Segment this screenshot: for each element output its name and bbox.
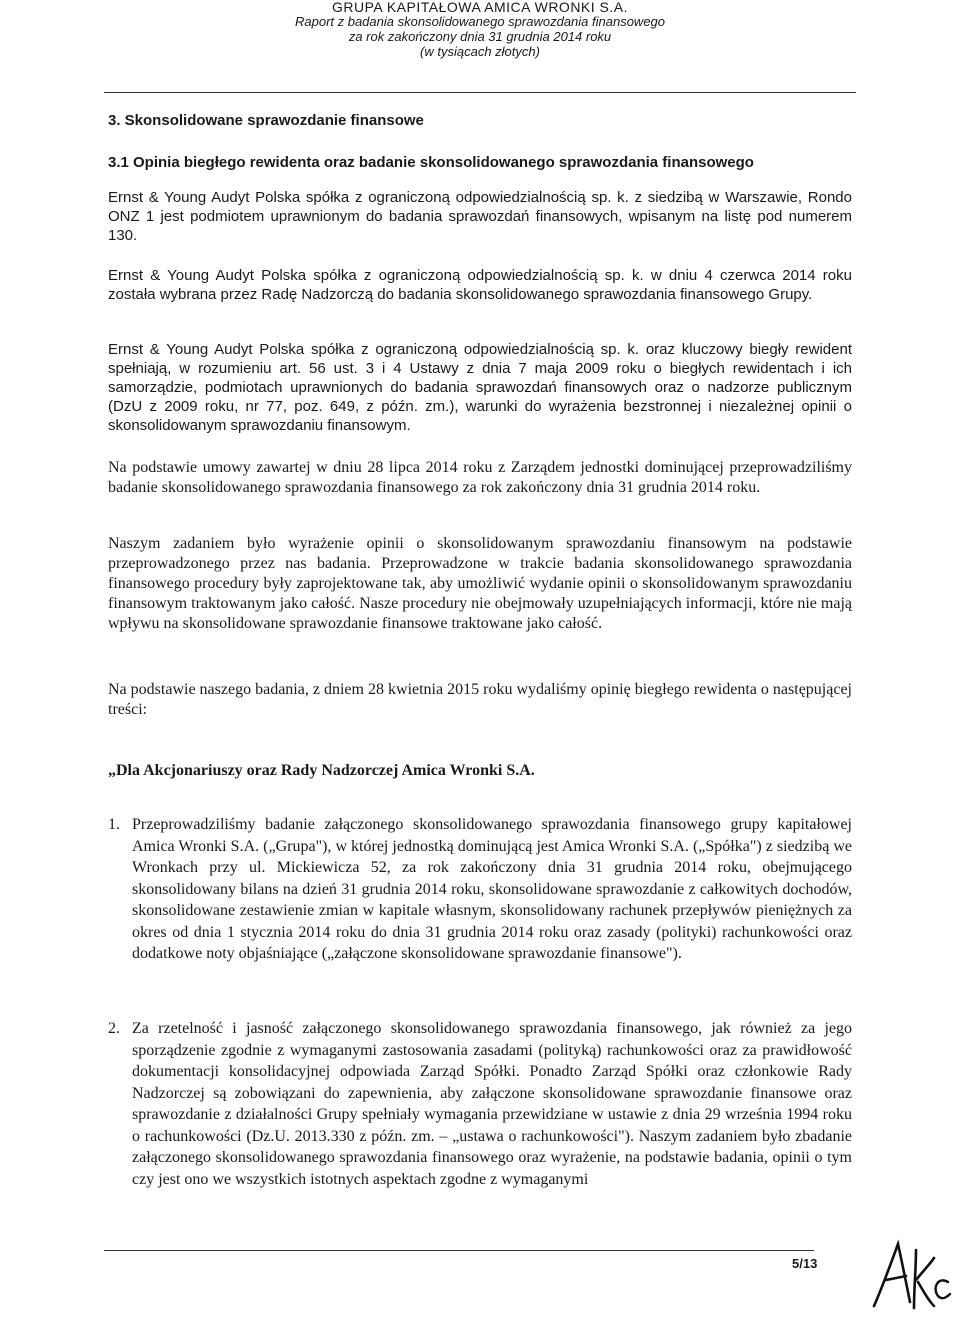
footer-rule (104, 1250, 814, 1251)
paragraph-independence: Ernst & Young Audyt Polska spółka z ograniczoną odpowiedzialnością sp. k. oraz kluczowy biegły rewident spełniają, w rozumieniu art. 56 ust. 3 i 4 Ustawy z dnia 7 maja 2009 roku o biegłych rewidentach i ich samorządzie, podmiotach uprawnionych do badania sprawozdań finansowych oraz o nadzorze publicznym (DzU z 2009 roku, nr 77, poz. 649, z późn. zm.), warunki do wyrażenia bezstronnej i niezależnej opinii o skonsolidowanym sprawozdaniu finansowym. (108, 341, 852, 434)
section-heading: 3. Skonsolidowane sprawozdanie finansowe (108, 112, 424, 129)
paragraph-engagement: Na podstawie umowy zawartej w dniu 28 lipca 2014 roku z Zarządem jednostki dominującej przeprowadziliśmy badanie skonsolidowanego sprawozdania finansowego za rok zakończony dnia 31 grudnia 2014 roku. (108, 459, 852, 496)
opinion-item-text: Przeprowadziliśmy badanie załączonego skonsolidowanego sprawozdania finansowego grupy kapitałowej Amica Wronki S.A. („Grupa"), w której jednostką dominującą jest Amica Wronki S.A. („Spółka") z siedzibą we Wronkach przy ul. Mickiewicza 52, za rok zakończony dnia 31 grudnia 2014 roku, obejmującego skonsolidowany bilans na dzień 31 grudnia 2014 roku, skonsolidowane sprawozdanie z całkowitych dochodów, skonsolidowane zestawienie zmian w kapitale własnym, skonsolidowany rachunek przepływów pieniężnych za okres od dnia 1 stycznia 2014 roku do dnia 31 grudnia 2014 roku oraz zasady (polityki) rachunkowości oraz dodatkowe noty objaśniające („załączone skonsolidowane sprawozdanie finansowe"). (132, 816, 852, 962)
header-rule (104, 92, 856, 93)
opinion-addressee: „Dla Akcjonariuszy oraz Rady Nadzorczej Amica Wronki S.A. (108, 762, 535, 779)
header-units: (w tysiącach złotych) (420, 44, 540, 59)
header-report-title: Raport z badania skonsolidowanego sprawozdania finansowego (294, 14, 666, 29)
paragraph-auditor-selection: Ernst & Young Audyt Polska spółka z ograniczoną odpowiedzialnością sp. k. w dniu 4 czerwca 2014 roku została wybrana przez Radę Nadzorczą do badania skonsolidowanego sprawozdania finansowego Grupy. (108, 267, 852, 303)
page-number: 5/13 (792, 1256, 818, 1271)
page-header (0, 0, 960, 59)
header-company: GRUPA KAPITAŁOWA AMICA WRONKI S.A. (331, 0, 629, 15)
paragraph-auditor-entity: Ernst & Young Audyt Polska spółka z ograniczoną odpowiedzialnością sp. k. z siedzibą w Warszawie, Rondo ONZ 1 jest podmiotem uprawnionym do badania sprawozdań finansowych, wpisanym na listę pod numerem 130. (108, 189, 852, 244)
opinion-item-number: 2. (108, 1020, 120, 1037)
subsection-heading: 3.1 Opinia biegłego rewidenta oraz badanie skonsolidowanego sprawozdania finansowego (108, 154, 754, 171)
handwritten-signature (868, 1236, 952, 1316)
opinion-item-text: Za rzetelność i jasność załączonego skonsolidowanego sprawozdania finansowego, jak również za jego sporządzenie zgodnie z wymaganymi zastosowania zasadami (polityką) rachunkowości oraz za prawidłowość dokumentacji konsolidacyjnej odpowiada Zarząd Spółki. Ponadto Zarząd Spółki oraz członkowie Rady Nadzorczej są zobowiązani do zapewnienia, aby załączone skonsolidowane sprawozdanie finansowe oraz sprawozdanie z działalności Grupy spełniały wymagania przewidziane w ustawie z dnia 29 września 1994 roku o rachunkowości (Dz.U. 2013.330 z późn. zm. – „ustawa o rachunkowości"). Naszym zadaniem było zbadanie załączonego skonsolidowanego sprawozdania finansowego oraz wyrażenie, na podstawie badania, opinii o tym czy jest ono we wszystkich istotnych aspektach zgodne z wymaganymi (132, 1020, 852, 1188)
opinion-item-number: 1. (108, 816, 120, 833)
header-period: za rok zakończony dnia 31 grudnia 2014 roku (348, 29, 612, 44)
paragraph-opinion-intro: Na podstawie naszego badania, z dniem 28 kwietnia 2015 roku wydaliśmy opinię biegłego rewidenta o następującej treści: (108, 681, 852, 718)
paragraph-audit-scope: Naszym zadaniem było wyrażenie opinii o skonsolidowanym sprawozdaniu finansowym na podstawie przeprowadzonego przez nas badania. Przeprowadzone w trakcie badania skonsolidowanego sprawozdania finansowego procedury były zaprojektowane tak, aby umożliwić wydanie opinii o skonsolidowanym sprawozdaniu finansowym traktowanym jako całość. Nasze procedury nie obejmowały uzupełniających informacji, które nie mają wpływu na skonsolidowane sprawozdanie finansowe traktowane jako całość. (108, 535, 852, 632)
